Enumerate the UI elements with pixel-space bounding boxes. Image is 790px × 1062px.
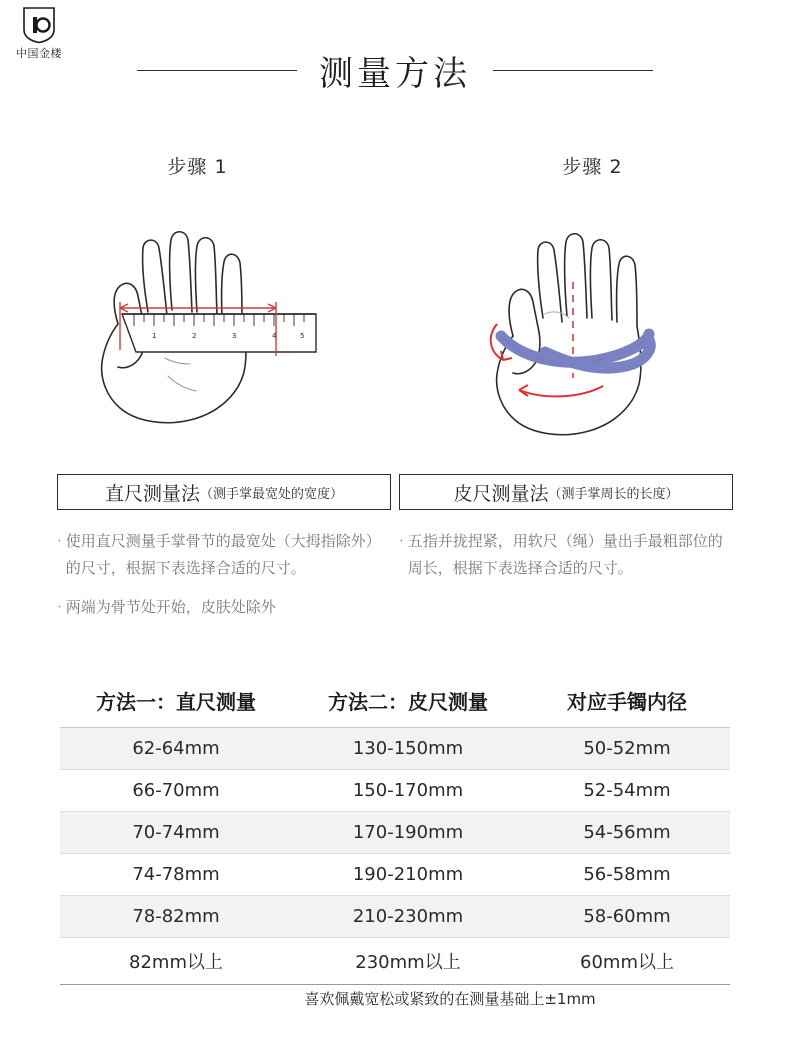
method-box-ruler: [57, 474, 391, 510]
notes-column-ruler: [57, 528, 391, 633]
note-item: [57, 594, 391, 621]
table-cell: 150-170mm: [292, 770, 524, 812]
table-cell: 74-78mm: [60, 854, 292, 896]
table-row: [60, 938, 730, 985]
method-1-title: 直尺测量法: [104, 482, 200, 505]
method-box-tape: [399, 474, 733, 510]
note-text: 使用直尺测量手掌骨节的最宽处（大拇指除外）的尺寸，根据下表选择合适的尺寸。: [65, 532, 381, 577]
table-cell: 50-52mm: [524, 728, 730, 770]
note-item: [399, 528, 733, 582]
table-cell: 58-60mm: [524, 896, 730, 938]
table-header-cell: 方法二：皮尺测量: [292, 680, 524, 728]
table-cell: 130-150mm: [292, 728, 524, 770]
table-cell: 210-230mm: [292, 896, 524, 938]
method-2-title: 皮尺测量法: [453, 482, 549, 505]
table-row: [60, 854, 730, 896]
tape-measure-band: [501, 334, 650, 368]
page-title-row: [0, 46, 790, 95]
brand-name: 中国金楼: [16, 47, 62, 60]
method-notes: [0, 528, 790, 633]
hand-with-tape-measure-icon: [395, 186, 790, 448]
table-cell: 56-58mm: [524, 854, 730, 896]
svg-text:3: 3: [232, 332, 237, 340]
svg-text:5: 5: [300, 332, 305, 340]
table-cell: 82mm以上: [60, 938, 292, 985]
note-item: [57, 528, 391, 582]
bullet-dot-icon: ·: [399, 532, 404, 550]
table-header-row: [60, 680, 730, 728]
table-cell: 70-74mm: [60, 812, 292, 854]
notes-column-tape: [399, 528, 733, 633]
table-cell: 170-190mm: [292, 812, 524, 854]
table-cell: 52-54mm: [524, 770, 730, 812]
method-2-subtitle: （测手掌周长的长度）: [548, 486, 679, 502]
hand-with-ruler-icon: [0, 186, 395, 448]
title-rule-left: [137, 70, 297, 71]
step-labels: [0, 152, 790, 179]
note-text: 两端为骨节处开始，皮肤处除外: [65, 598, 276, 616]
illustrations: [0, 186, 790, 448]
svg-text:1: 1: [152, 332, 157, 340]
table-header-cell: 方法一：直尺测量: [60, 680, 292, 728]
svg-text:4: 4: [272, 332, 277, 340]
table-cell: 62-64mm: [60, 728, 292, 770]
table-row: [60, 896, 730, 938]
table-row: [60, 812, 730, 854]
bullet-dot-icon: ·: [57, 532, 62, 550]
note-text: 五指并拢捏紧，用软尺（绳）量出手最粗部位的周长，根据下表选择合适的尺寸。: [407, 532, 723, 577]
table-cell: 230mm以上: [292, 938, 524, 985]
size-table: [60, 680, 730, 985]
table-cell: 78-82mm: [60, 896, 292, 938]
size-table-wrapper: [60, 680, 730, 985]
bullet-dot-icon: ·: [57, 598, 62, 616]
page-title: 测量方法: [319, 54, 471, 94]
table-cell: 60mm以上: [524, 938, 730, 985]
step-1: [0, 152, 395, 179]
ruler-icon: [122, 314, 316, 352]
table-cell: 66-70mm: [60, 770, 292, 812]
method-headers: [0, 474, 790, 510]
method-1-subtitle: （测手掌最宽处的宽度）: [200, 486, 344, 502]
step-2: [395, 152, 790, 179]
table-cell: 190-210mm: [292, 854, 524, 896]
title-rule-right: [493, 70, 653, 71]
table-cell: 54-56mm: [524, 812, 730, 854]
table-header-cell: 对应手镯内径: [524, 680, 730, 728]
footnote: 喜欢佩戴宽松或紧致的在测量基础上±1mm: [304, 990, 596, 1008]
shield-monogram-icon: [22, 6, 56, 44]
step-1-label: 步骤 1: [167, 156, 228, 178]
table-row: [60, 728, 730, 770]
step-2-label: 步骤 2: [562, 156, 623, 178]
table-row: [60, 770, 730, 812]
svg-text:2: 2: [192, 332, 197, 340]
